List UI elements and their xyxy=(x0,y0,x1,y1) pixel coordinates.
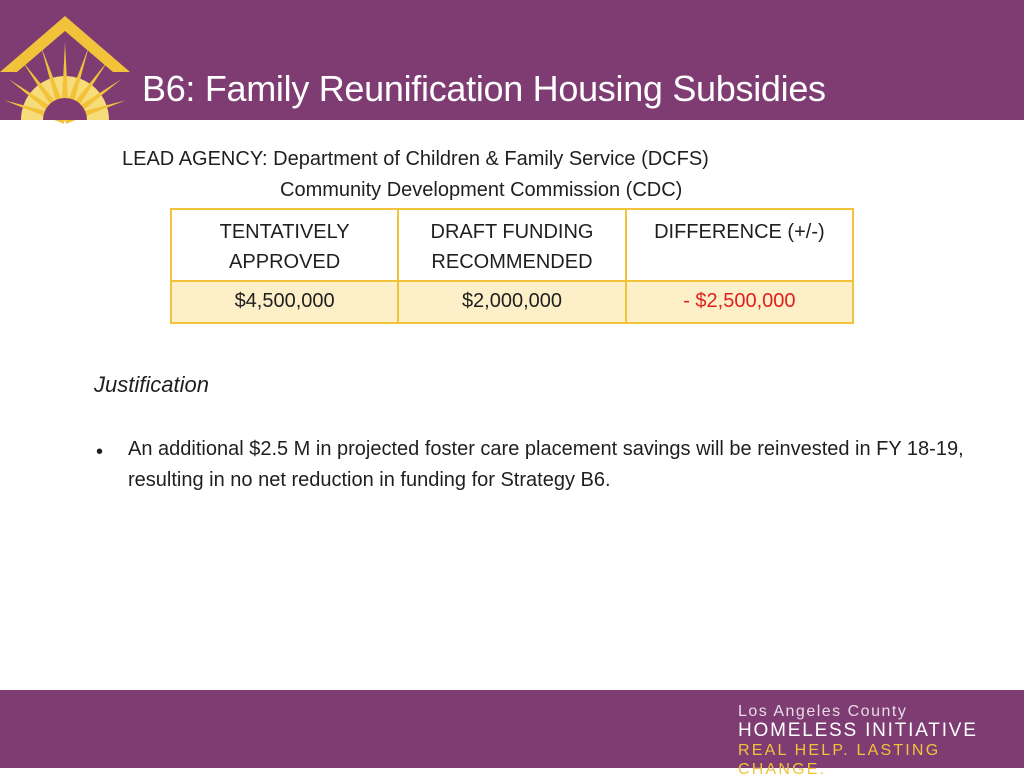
lead-agency-line2: Community Development Commission (CDC) xyxy=(280,179,683,201)
header-difference xyxy=(626,209,853,281)
justification-bullet: An additional $2.5 M in projected foster care placement savings will be reinvested in FY 18-19, resulting in no net reduction in funding for Strategy B6. xyxy=(128,438,964,491)
org-logo-text xyxy=(738,703,1024,779)
lead-agency xyxy=(122,144,709,206)
funding-table xyxy=(170,208,854,324)
lead-agency-line1: LEAD AGENCY: Department of Children & Family Service (DCFS) xyxy=(122,148,709,170)
funding-table-header-row xyxy=(171,209,853,281)
org-line-county: Los Angeles County xyxy=(738,703,908,720)
header-cell-line: APPROVED xyxy=(229,251,341,273)
org-line-initiative: HOMELESS INITIATIVE xyxy=(738,720,978,741)
header-tentatively-approved xyxy=(171,209,398,281)
header-draft-funding xyxy=(398,209,625,281)
header-cell-line: DRAFT FUNDING xyxy=(430,221,594,243)
funding-table-value-row xyxy=(171,281,853,323)
justification-heading: Justification xyxy=(94,372,209,397)
header-cell-line: TENTATIVELY xyxy=(219,221,350,243)
header-band xyxy=(0,0,1024,120)
value-draft-funding: $2,000,000 xyxy=(398,281,625,323)
header-cell-line: RECOMMENDED xyxy=(431,251,593,273)
header-cell-line: DIFFERENCE (+/-) xyxy=(654,221,825,243)
house-sunburst-icon xyxy=(0,14,130,120)
value-tentatively-approved: $4,500,000 xyxy=(171,281,398,323)
bullet-icon: • xyxy=(96,441,104,463)
page-title: B6: Family Reunification Housing Subsidies xyxy=(142,68,826,109)
value-difference: - $2,500,000 xyxy=(626,281,853,323)
org-line-tagline: REAL HELP. LASTING CHANGE. xyxy=(738,742,941,778)
